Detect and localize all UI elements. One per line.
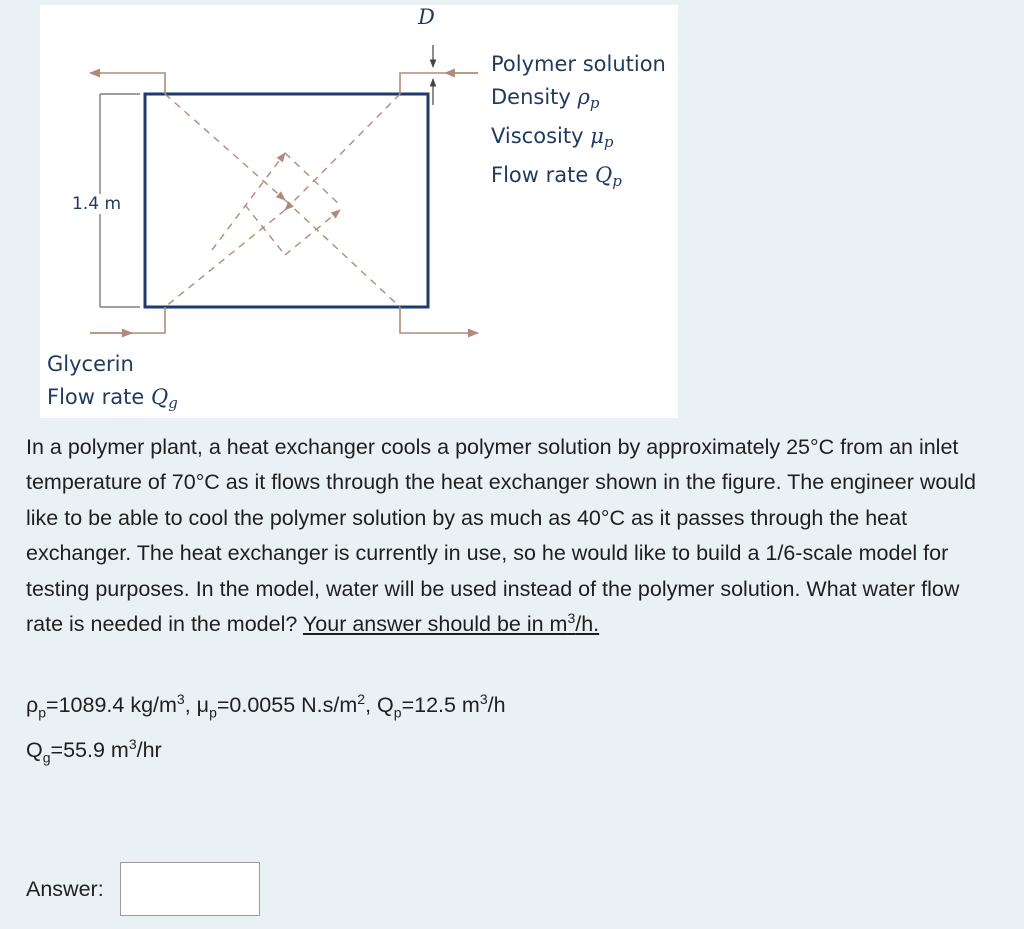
polymer-title: Polymer solution bbox=[491, 52, 666, 76]
given-polymer-properties: $\rho_p=1089.4$ $kg/m^3$, $\mu_p=0.0055$ $N.s/m^2$, $Q_p=12.5$ $m^3/h$ bbox=[26, 690, 506, 721]
answer-input[interactable] bbox=[120, 862, 260, 916]
diameter-label: D bbox=[418, 5, 435, 29]
polymer-legend bbox=[491, 48, 666, 198]
polymer-viscosity: Viscosity μp bbox=[491, 124, 614, 151]
answer-label: Answer: bbox=[26, 877, 104, 901]
height-label: 1.4 m bbox=[72, 194, 121, 214]
internal-flow-lines bbox=[165, 94, 400, 307]
problem-text-main: In a polymer plant, a heat exchanger cools a polymer solution by approximately 25°C from an inlet temperature of 70°C as it flows through the heat exchanger shown in the figure. The engineer would like to be able to cool the polymer solution by as much as 40°C as it passes through the heat exchanger. The heat exchanger is currently in use, so he would like to build a 1/6-scale model for testing purposes. In the model, water will be used instead of the polymer solution. What water flow rate is needed in the model? bbox=[26, 435, 976, 637]
glycerin-flow-rate: Flow rate Qg bbox=[47, 385, 178, 412]
polymer-flow-rate: Flow rate Qp bbox=[491, 163, 622, 190]
glycerin-legend bbox=[47, 348, 178, 420]
heat-exchanger-figure bbox=[40, 5, 678, 418]
polymer-density: Density ρp bbox=[491, 85, 600, 112]
glycerin-title: Glycerin bbox=[47, 352, 134, 376]
units-instruction: Your answer should be in $m^3/h$. bbox=[302, 609, 600, 637]
polymer-flow-path bbox=[400, 73, 478, 333]
problem-statement bbox=[26, 430, 996, 642]
given-glycerin-flow: $Q_g=55.9$ $m^3/hr$ bbox=[26, 735, 162, 766]
